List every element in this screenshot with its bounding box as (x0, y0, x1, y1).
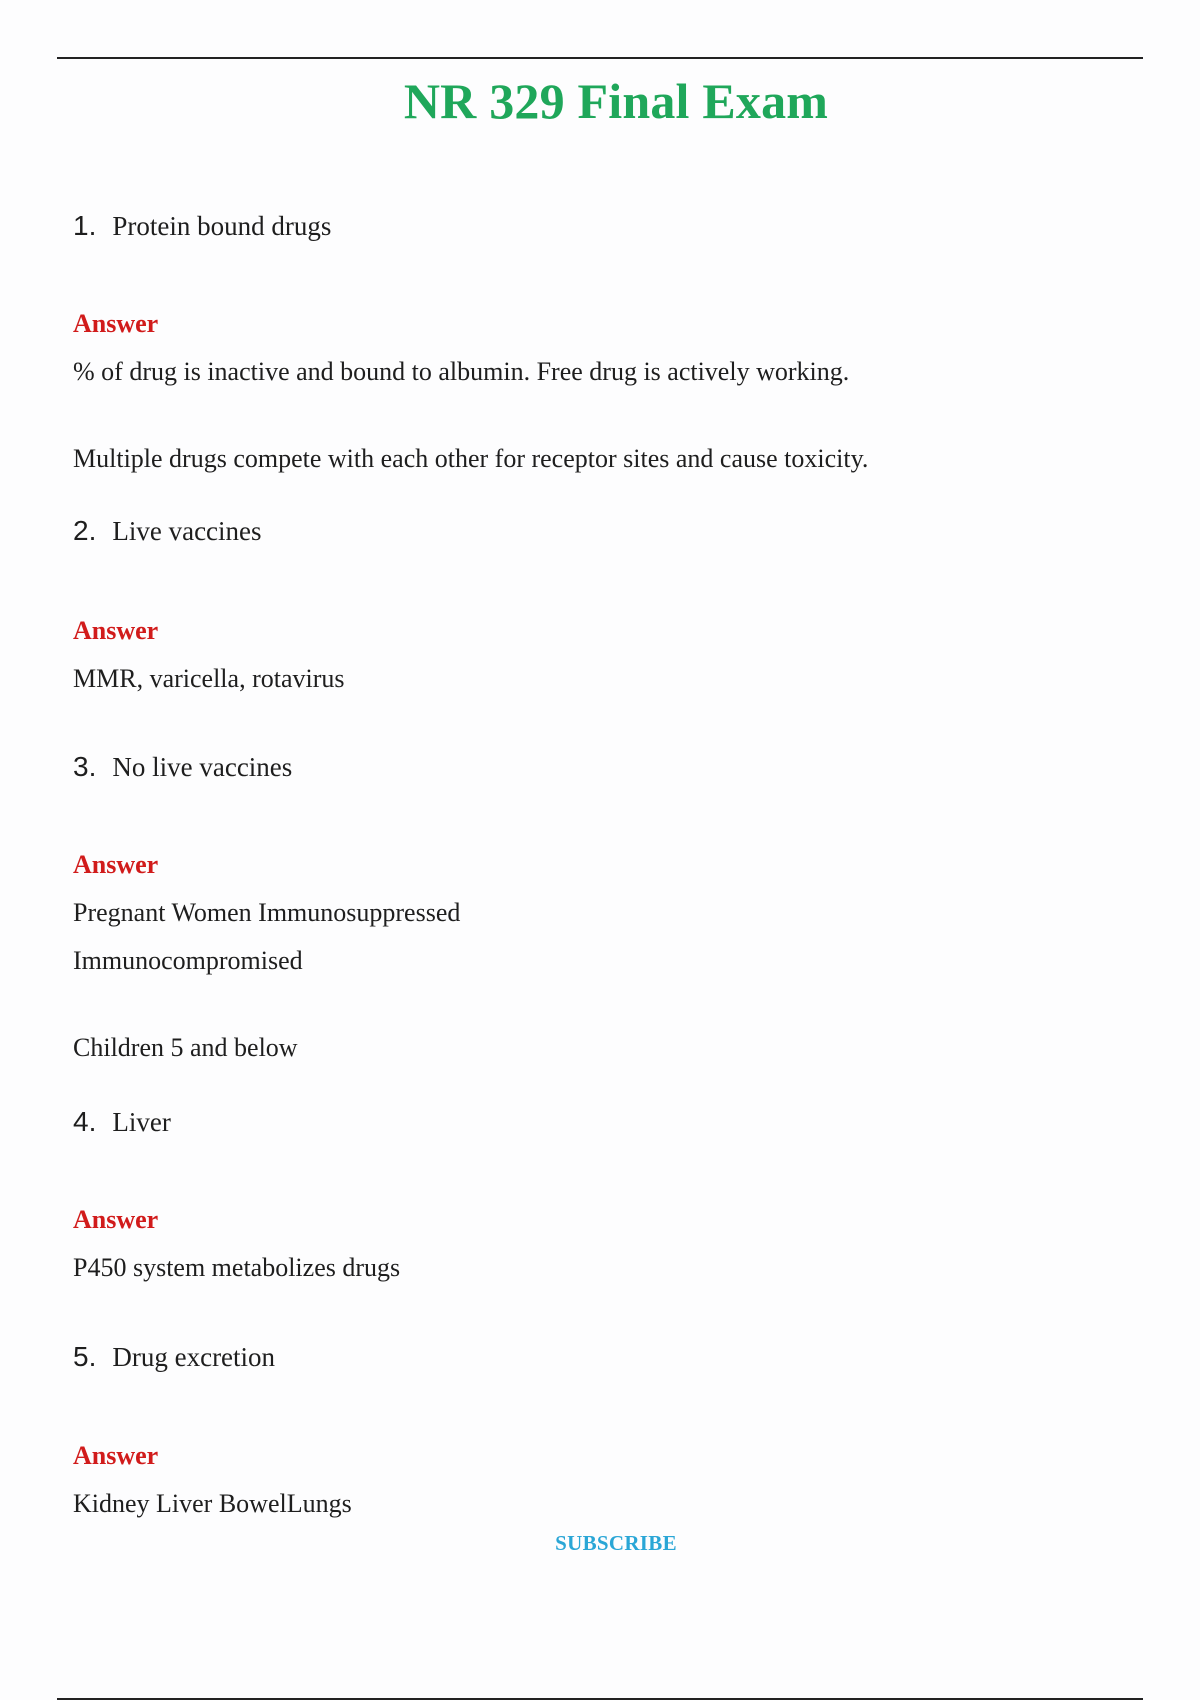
answer-label: Answer (73, 616, 159, 645)
answer-line: % of drug is inactive and bound to albumin. Free drug is actively working. (73, 357, 850, 386)
question-text: Protein bound drugs (112, 211, 332, 241)
question-number: 4. (73, 1106, 97, 1137)
top-rule (57, 57, 1143, 59)
subscribe-link[interactable]: SUBSCRIBE (555, 1531, 677, 1555)
answer-label: Answer (73, 1205, 159, 1234)
question-1 (73, 210, 331, 242)
answer-line: Children 5 and below (73, 1033, 298, 1062)
question-4 (73, 1106, 171, 1138)
answer-line: Immunocompromised (73, 946, 303, 975)
question-number: 1. (73, 210, 97, 241)
answer-line: Kidney Liver BowelLungs (73, 1489, 352, 1518)
page-title: NR 329 Final Exam (403, 73, 829, 129)
answer-line: Pregnant Women Immunosuppressed (73, 898, 461, 927)
question-3 (73, 751, 292, 783)
answer-line: P450 system metabolizes drugs (73, 1253, 401, 1282)
answer-line: Multiple drugs compete with each other for receptor sites and cause toxicity. (73, 444, 869, 473)
question-text: Drug excretion (112, 1342, 276, 1372)
question-2 (73, 515, 262, 547)
answer-line: MMR, varicella, rotavirus (73, 664, 345, 693)
question-number: 2. (73, 515, 97, 546)
question-number: 3. (73, 751, 97, 782)
question-text: No live vaccines (112, 752, 293, 782)
answer-label: Answer (73, 1441, 159, 1470)
answer-label: Answer (73, 850, 159, 879)
question-text: Live vaccines (112, 516, 262, 546)
question-text: Liver (112, 1107, 171, 1137)
answer-label: Answer (73, 309, 159, 338)
question-5 (73, 1341, 275, 1373)
question-number: 5. (73, 1341, 97, 1372)
